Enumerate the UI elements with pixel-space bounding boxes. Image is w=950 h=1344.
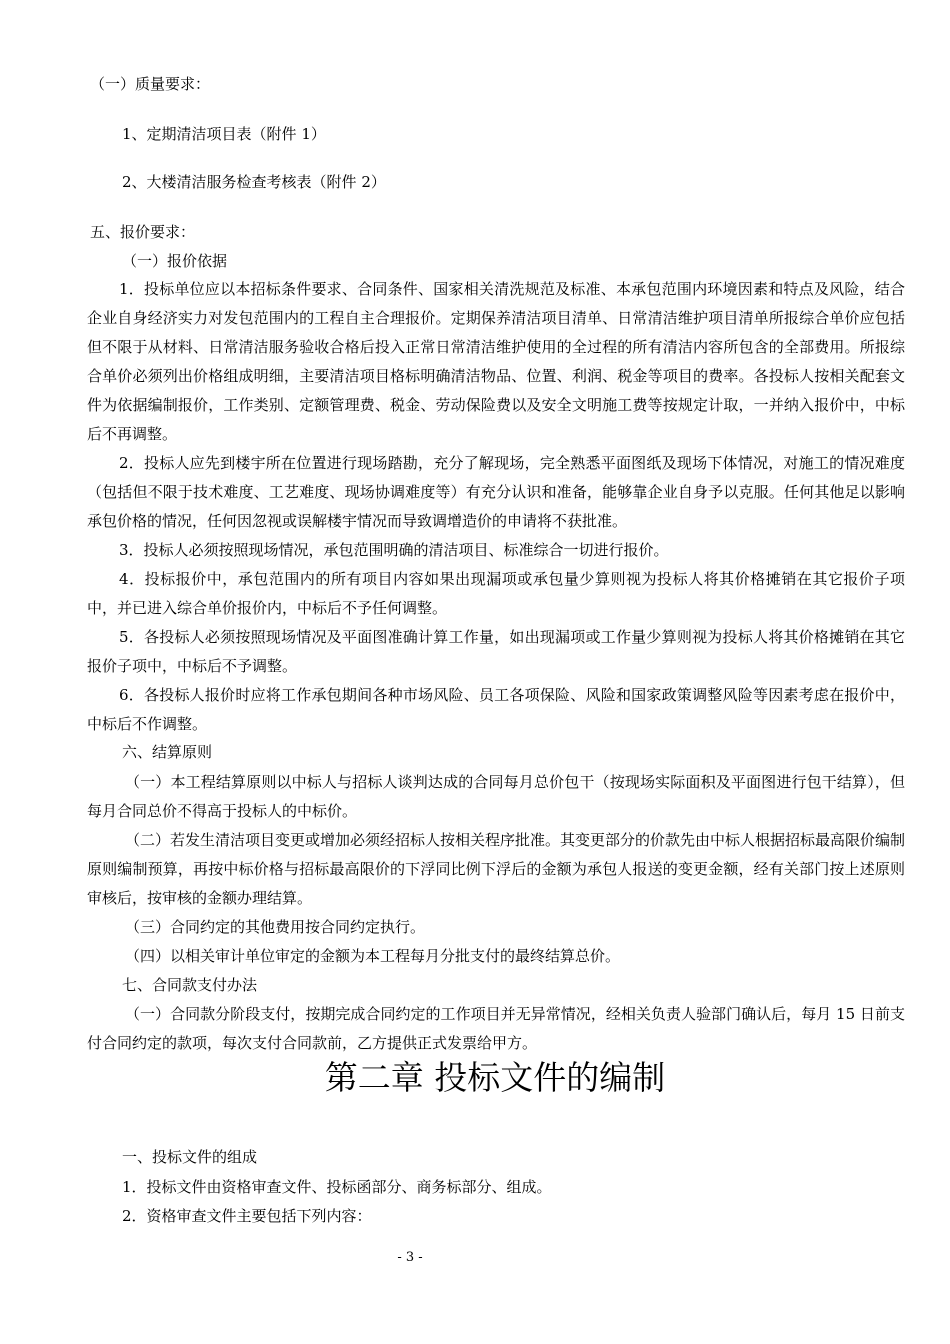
settlement-item-4: （四）以相关审计单位审定的金额为本工程每月分批支付的最终结算总价。 [125, 947, 621, 965]
quality-requirements-heading: （一）质量要求： [90, 75, 211, 93]
paragraph-6: 6．各投标人报价时应将工作承包期间各种市场风险、员工各项保险、风险和国家政策调整风险等因素考虑在报价中，中标后不作调整。 [87, 686, 905, 733]
quality-item-2: 2、大楼清洁服务检查考核表（附件 2） [122, 173, 386, 191]
paragraph-5: 5．各投标人必须按照现场情况及平面图准确计算工作量，如出现漏项或工作量少算则视为投标人将其价格摊销在其它报价子项中，中标后不予调整。 [87, 628, 905, 675]
quality-item-1: 1、定期清洁项目表（附件 1） [122, 125, 326, 143]
settlement-item-3: （三）合同约定的其他费用按合同约定执行。 [125, 918, 426, 936]
chapter-2-paragraph-2: 2．资格审查文件主要包括下列内容： [122, 1207, 372, 1225]
paragraph-3: 3．投标人必须按照现场情况，承包范围明确的清洁项目、标准综合一切进行报价。 [119, 541, 669, 559]
paragraph-2: 2．投标人应先到楼宇所在位置进行现场踏勘，充分了解现场，完全熟悉平面图纸及现场下体情况，对施工的情况难度（包括但不限于技术难度、工艺难度、现场协调难度等）有充分认识和准备，能够靠企业自身予以克服。任何其他足以影响承包价格的情况，任何因忽视或误解楼宇情况而导致调增造价的申请将不获批准。 [87, 454, 905, 530]
payment-item-1: （一）合同款分阶段支付，按期完成合同约定的工作项目并无异常情况，经相关负责人验部门确认后，每月 15 日前支付合同约定的款项，每次支付合同款前，乙方提供正式发票给甲方。 [87, 1005, 905, 1052]
section-6-heading: 六、结算原则 [122, 743, 213, 761]
page-number: - 3 - [397, 1250, 423, 1265]
paragraph-1: 1．投标单位应以本招标条件要求、合同条件、国家相关清洗规范及标准、本承包范围内环境因素和特点及风险，结合企业自身经济实力对发包范围内的工程自主合理报价。定期保养清洁项目清单、日常清洁维护项目清单所报综合单价应包括但不限于从材料、日常清洁服务验收合格后投入正常日常清洁维护使用的全过程的所有清洁内容所包含的全部费用。所报综合单价必须列出价格组成明细，主要清洁项目格标明确清洁物品、位置、利润、税金等项目的费率。各投标人按相关配套文件为依据编制报价，工作类别、定额管理费、税金、劳动保险费以及安全文明施工费等按规定计取，一并纳入报价中，中标后不再调整。 [87, 280, 905, 443]
settlement-item-1: （一）本工程结算原则以中标人与招标人谈判达成的合同每月总价包干（按现场实际面积及平面图进行包干结算），但每月合同总价不得高于投标人的中标价。 [87, 773, 905, 820]
settlement-item-2: （二）若发生清洁项目变更或增加必须经招标人按相关程序批准。其变更部分的价款先由中标人根据招标最高限价编制原则编制预算，再按中标价格与招标最高限价的下浮同比例下浮后的金额为承包人报送的变更金额，经有关部门按上述原则审核后，按审核的金额办理结算。 [87, 831, 906, 907]
chapter-2-paragraph-1: 1．投标文件由资格审查文件、投标函部分、商务标部分、组成。 [122, 1178, 552, 1196]
section-5-heading: 五、报价要求： [90, 223, 196, 241]
section-5-subheading: （一）报价依据 [122, 252, 228, 270]
paragraph-4: 4．投标报价中，承包范围内的所有项目内容如果出现漏项或承包量少算则视为投标人将其价格摊销在其它报价子项中，并已进入综合单价报价内，中标后不予任何调整。 [87, 570, 905, 617]
chapter-title: 第二章 投标文件的编制 [324, 1058, 666, 1097]
section-7-heading: 七、合同款支付办法 [122, 976, 258, 994]
chapter-2-section-1-heading: 一、投标文件的组成 [122, 1148, 258, 1166]
